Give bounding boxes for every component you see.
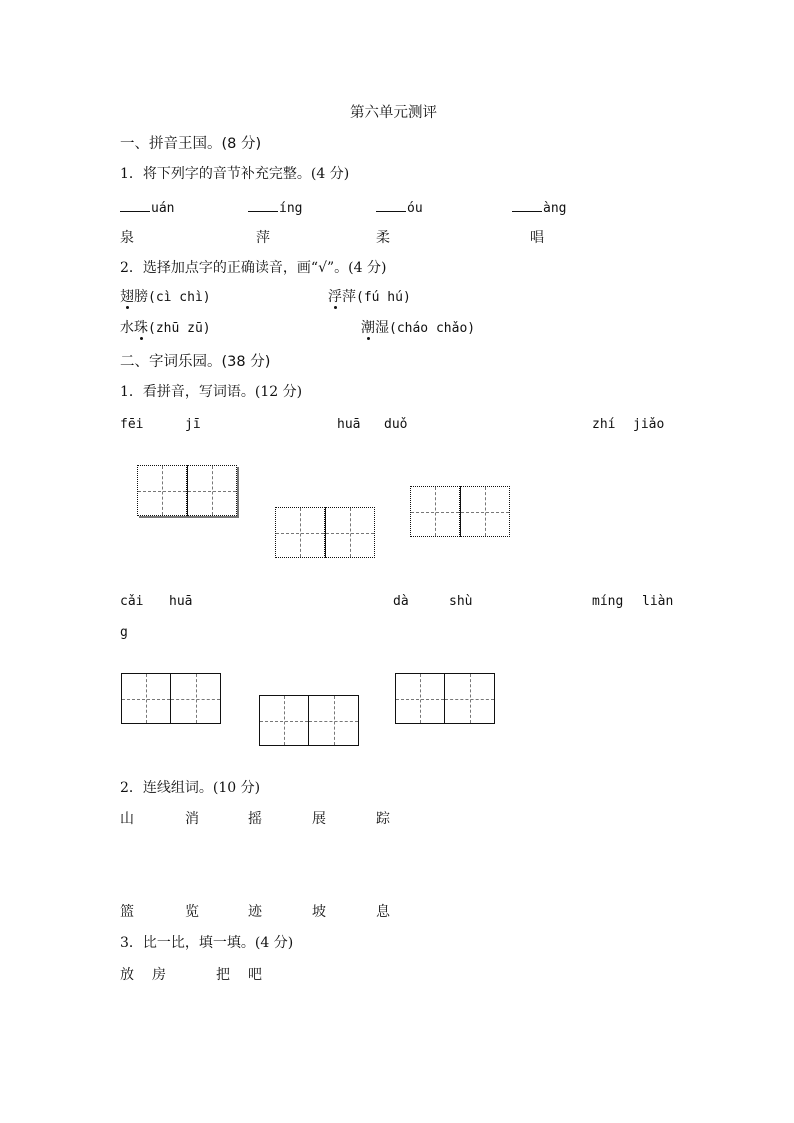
writing-grid-huaduo[interactable] bbox=[275, 507, 375, 558]
page-title: 第六单元测评 bbox=[350, 105, 437, 121]
grid-cell[interactable] bbox=[171, 673, 221, 724]
writing-grid-zhijiao[interactable] bbox=[410, 486, 510, 537]
match-top-char[interactable]: 消 bbox=[185, 811, 199, 827]
match-bottom-char[interactable]: 览 bbox=[185, 904, 199, 920]
grid-cell[interactable] bbox=[275, 507, 325, 558]
question-heading: 1．看拼音，写词语。(12 分) bbox=[120, 384, 303, 400]
compare-char: 把 bbox=[216, 967, 230, 983]
dotted-char: 潮 bbox=[361, 320, 375, 336]
writing-grid-dashu[interactable] bbox=[259, 695, 359, 746]
hanzi-char: 萍 bbox=[256, 230, 270, 246]
pinyin-label: dà bbox=[393, 594, 409, 609]
grid-cell[interactable] bbox=[121, 673, 171, 724]
pinyin-label: jī bbox=[185, 417, 201, 432]
match-top-char[interactable]: 山 bbox=[120, 811, 134, 827]
pinyin-label: jiǎo bbox=[633, 417, 665, 432]
hanzi-char: 唱 bbox=[530, 230, 544, 246]
pinyin-label: zhí bbox=[592, 417, 616, 432]
reading-choice-4[interactable]: 潮湿(cháo chǎo) bbox=[361, 320, 476, 336]
reading-choice-2[interactable]: 浮萍(fú hú) bbox=[328, 289, 411, 305]
match-top-char[interactable]: 踪 bbox=[376, 811, 390, 827]
grid-cell[interactable] bbox=[325, 507, 375, 558]
dotted-char: 浮 bbox=[328, 289, 342, 305]
grid-cell[interactable] bbox=[395, 673, 445, 724]
section-heading-words: 二、字词乐园。(38 分) bbox=[120, 354, 271, 370]
hanzi-char: 柔 bbox=[376, 230, 390, 246]
question-heading: 3．比一比，填一填。(4 分) bbox=[120, 935, 294, 951]
writing-grid-mingliang[interactable] bbox=[395, 673, 495, 724]
pinyin-label: huā bbox=[169, 594, 193, 609]
match-top-char[interactable]: 摇 bbox=[248, 811, 262, 827]
match-bottom-char[interactable]: 息 bbox=[376, 904, 390, 920]
pinyin-label: huā bbox=[337, 417, 361, 432]
reading-choice-1[interactable]: 翅膀(cì chì) bbox=[120, 289, 211, 305]
writing-grid-feiji[interactable] bbox=[137, 465, 237, 516]
question-heading: 2．连线组词。(10 分) bbox=[120, 780, 261, 796]
grid-cell[interactable] bbox=[309, 695, 359, 746]
match-bottom-char[interactable]: 迹 bbox=[248, 904, 262, 920]
question-heading: 2．选择加点字的正确读音，画“√”。(4 分) bbox=[120, 260, 387, 276]
question-heading: 1．将下列字的音节补充完整。(4 分) bbox=[120, 166, 350, 182]
syllable-blank-4[interactable]: àng bbox=[512, 200, 566, 215]
grid-cell[interactable] bbox=[137, 465, 187, 516]
hanzi-char: 泉 bbox=[120, 230, 134, 246]
dotted-char: 翅 bbox=[120, 289, 134, 305]
pinyin-label: míng bbox=[592, 594, 624, 609]
grid-cell[interactable] bbox=[410, 486, 460, 537]
match-top-char[interactable]: 展 bbox=[312, 811, 326, 827]
pinyin-label: g bbox=[120, 625, 128, 640]
grid-cell[interactable] bbox=[187, 465, 237, 516]
pinyin-label: fēi bbox=[120, 417, 144, 432]
compare-char: 吧 bbox=[248, 967, 262, 983]
pinyin-label: liàn bbox=[642, 594, 674, 609]
pinyin-label: cǎi bbox=[120, 594, 144, 609]
syllable-blank-2[interactable]: íng bbox=[248, 200, 302, 215]
dotted-char: 珠 bbox=[134, 320, 148, 336]
grid-cell[interactable] bbox=[259, 695, 309, 746]
pinyin-label: duǒ bbox=[384, 417, 408, 432]
syllable-blank-3[interactable]: óu bbox=[376, 200, 423, 215]
pinyin-label: shù bbox=[449, 594, 473, 609]
compare-char: 放 bbox=[120, 967, 134, 983]
syllable-blank-1[interactable]: uán bbox=[120, 200, 174, 215]
match-bottom-char[interactable]: 篮 bbox=[120, 904, 134, 920]
writing-grid-caihua[interactable] bbox=[121, 673, 221, 724]
grid-cell[interactable] bbox=[460, 486, 510, 537]
grid-cell[interactable] bbox=[445, 673, 495, 724]
compare-char: 房 bbox=[152, 967, 166, 983]
section-heading-pinyin: 一、拼音王国。(8 分) bbox=[120, 136, 262, 152]
match-bottom-char[interactable]: 坡 bbox=[312, 904, 326, 920]
reading-choice-3[interactable]: 水珠(zhū zū) bbox=[120, 320, 211, 336]
